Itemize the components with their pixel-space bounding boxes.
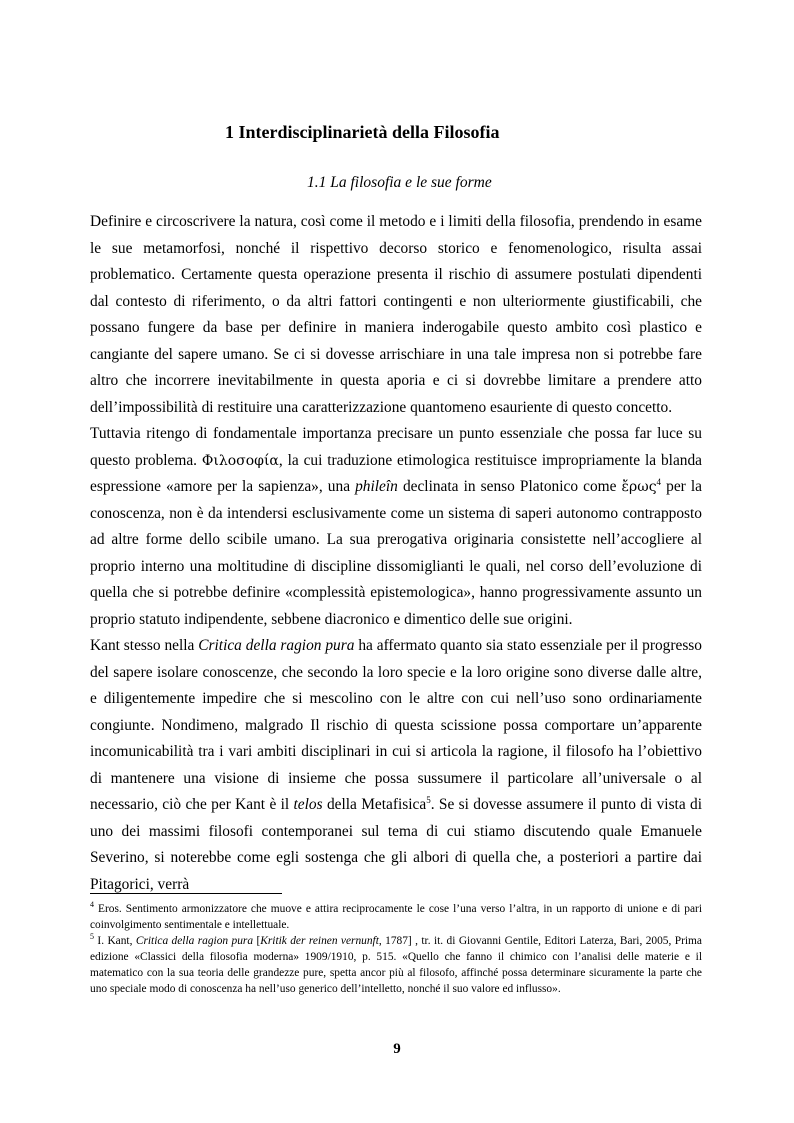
footnote-5 [90, 933, 702, 997]
footnote-5-work: Critica della ragion pura [135, 935, 254, 947]
p3-text-c: della Metafisica [322, 796, 427, 813]
p3-text-b: ha affermato quanto sia stato essenziale per il progresso del sapere isolare conoscenze, che secondo la loro specie e la loro origine sono diverse dalle altre, e diligentemente impedire che si mescolino con le altre con cui nell’uso sono ordinariamente congiunte. Nondimeno, malgrado Il rischio di questa scissione possa comportare un’apparente incomunicabilità tra i vari ambiti disciplinari in cui si articola la ragione, il filosofo ha l’obiettivo di mantenere una visione di insieme che possa sussumere il particolare all’universale o al necessario, ciò che per Kant è il [90, 637, 702, 813]
footnote-4-text: Eros. Sentimento armonizzatore che muove e attira reciprocamente le cose l’una verso l’altra, in un rapporto di unione e di pari coinvolgimento sentimentale e intellettuale. [90, 903, 702, 931]
footnote-5-original-title: Kritik der reinen vernunft [260, 935, 379, 947]
footnote-5-text-c: , 1787] , tr. it. di Giovanni Gentile, Editori Laterza, Bari, 2005, Prima edizione «Classici della filosofia moderna» 1909/1910, p. 515. «Quello che fanno il chimico con l’analisi delle materie e il matematico con la sua teoria delle grandezze pure, spetta ancor più al filosofo, affinché possa determinare sicuramente la parte che uno speciale modo di conoscenza ha nell’uso generico dell’intelletto, nonché il suo valore ed influsso». [90, 935, 702, 995]
body-text [90, 209, 702, 898]
page-number: 9 [393, 1041, 401, 1057]
p3-text-d: . Se si dovesse assumere il punto di vista di uno dei massimi filosofi contemporanei sul tema di cui stiamo discutendo quale Emanuele Severino, si noterebbe come egli sostenga che gli albori di quella che, a posteriori a partire dai Pitagorici, verrà [90, 796, 702, 893]
work-title: Critica della ragion pura [198, 637, 355, 654]
telos-term: telos [293, 796, 323, 813]
phileein-term: phileîn [355, 478, 398, 495]
footnote-5-text-b: [ [253, 935, 261, 947]
footnote-ref-5[interactable]: 5 [426, 794, 431, 805]
footnote-5-mark: 5 [90, 932, 94, 942]
paragraph-2 [90, 421, 702, 633]
paragraph-1: Definire e circoscrivere la natura, così come il metodo e i limiti della filosofia, prendendo in esame le sue metamorfosi, nonché il rispettivo decorso storico e fenomenologico, risulta assai problematico. Certamente questa operazione presenta il rischio di assumere postulati dipendenti dal contesto di riferimento, o da altri fattori contingenti e non ulteriormente giustificabili, che possano fungere da base per definire in maniera inderogabile questo ambito così plastico e cangiante del sapere umano. Se ci si dovesse arrischiare in una tale impresa non si potrebbe fare altro che incorrere inevitabilmente in questa aporia e ci si dovrebbe limitare a prendere atto dell’impossibilità di restituire una caratterizzazione quantomeno esauriente di questo concetto. [90, 213, 702, 416]
footnote-4 [90, 901, 702, 933]
greek-philosophia: Φιλοσοφία [201, 452, 279, 469]
p2-text-a: Tuttavia ritengo di fondamentale importanza precisare un punto essenziale che possa far luce su questo problema. [90, 425, 702, 469]
section-title: 1.1 La filosofia e le sue forme [307, 174, 492, 191]
p2-text-c: declinata in senso Platonico come [397, 478, 622, 495]
footnote-divider [90, 893, 282, 894]
footnote-4-mark: 4 [90, 900, 94, 910]
footnote-5-text-a: I. Kant, [94, 935, 136, 947]
p3-text-a: Kant stesso nella [90, 637, 199, 654]
p2-text-d: per la conoscenza, non è da intendersi esclusivamente come un sistema di saperi autonomo contrapposto ad altre forme dello scibile umano. La sua prerogativa originaria consistette nell’accogliere al proprio interno una moltitudine di discipline dissomiglianti le quali, nel corso dell’evoluzione di quella che si potrebbe definire «complessità epistemologica», hanno progressivamente assunto un proprio statuto indipendente, sebbene diacronico e dimentico delle sue origini. [90, 478, 702, 628]
footnotes [90, 901, 702, 997]
footnote-ref-4[interactable]: 4 [656, 476, 662, 487]
paragraph-3 [90, 633, 702, 898]
chapter-title: 1 Interdisciplinarietà della Filosofia [225, 122, 500, 142]
greek-eros: ἔρως [621, 479, 657, 495]
p2-text-b: , la cui traduzione etimologica restituisce impropriamente la blanda espressione «amore per la sapienza», una [90, 451, 702, 495]
